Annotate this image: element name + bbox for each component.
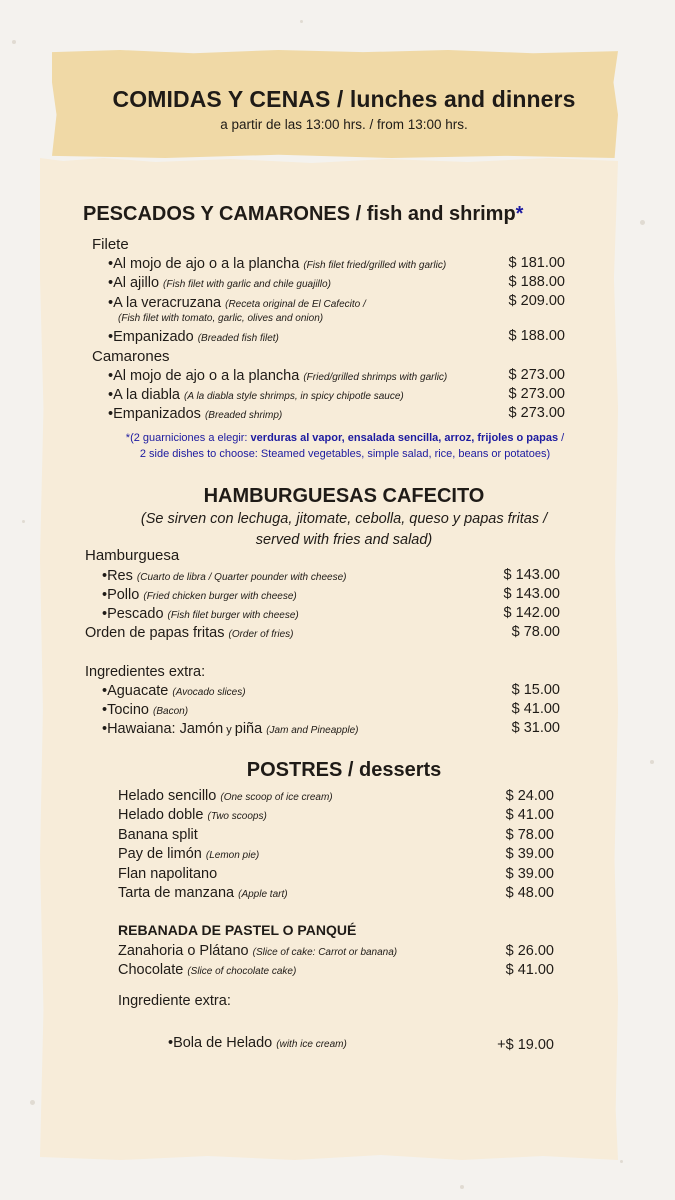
- item-price: +$ 19.00: [497, 1037, 554, 1053]
- menu-item-fries: Orden de papas fritas (Order of fries): [85, 625, 294, 641]
- menu-item: •Res (Cuarto de libra / Quarter pounder with cheese): [102, 568, 347, 584]
- extra-label: Ingrediente extra:: [118, 993, 231, 1009]
- item-price: $ 209.00: [508, 293, 565, 309]
- menu-item: •A la veracruzana (Receta original de El Cafecito /: [108, 295, 366, 311]
- background-speck: [620, 1160, 623, 1163]
- group-label-filete: Filete: [92, 236, 129, 253]
- menu-item: •Empanizados (Breaded shrimp): [108, 406, 283, 422]
- menu-item: •Pescado (Fish filet burger with cheese): [102, 606, 299, 622]
- item-price: $ 39.00: [505, 846, 554, 862]
- background-speck: [12, 40, 16, 44]
- menu-item: •Tocino (Bacon): [102, 702, 189, 718]
- item-price: $ 142.00: [503, 605, 560, 621]
- background-speck: [22, 520, 25, 523]
- background-speck: [30, 1100, 35, 1105]
- extras-label: Ingredientes extra:: [85, 664, 206, 680]
- section-title-desserts: POSTRES / desserts: [246, 759, 442, 781]
- menu-item: Pay de limón (Lemon pie): [118, 846, 260, 862]
- background-speck: [460, 1185, 464, 1189]
- item-price: $ 78.00: [505, 827, 554, 843]
- item-price: $ 41.00: [511, 701, 560, 717]
- cake-section-title: REBANADA DE PASTEL O PANQUÉ: [118, 922, 357, 938]
- menu-item: Zanahoria o Plátano (Slice of cake: Carrot or banana): [118, 943, 398, 959]
- item-note: (Fish filet with tomato, garlic, olives and onion): [118, 313, 324, 324]
- item-price: $ 41.00: [505, 807, 554, 823]
- page-subtitle: a partir de las 13:00 hrs. / from 13:00 hrs.: [220, 117, 468, 132]
- item-price: $ 48.00: [505, 885, 554, 901]
- background-speck: [300, 20, 303, 23]
- menu-item: •Pollo (Fried chicken burger with cheese): [102, 587, 297, 603]
- menu-item: Helado doble (Two scoops): [118, 807, 267, 823]
- item-price: $ 41.00: [505, 962, 554, 978]
- item-price: $ 78.00: [511, 624, 560, 640]
- menu-item: •Al mojo de ajo o a la plancha (Fried/grilled shrimps with garlic): [108, 368, 448, 384]
- item-price: $ 26.00: [505, 943, 554, 959]
- page-title: COMIDAS Y CENAS / lunches and dinners: [112, 86, 576, 112]
- menu-item: Tarta de manzana (Apple tart): [118, 885, 288, 901]
- item-price: $ 143.00: [503, 567, 560, 583]
- item-price: $ 31.00: [511, 720, 560, 736]
- menu-item: Banana split: [118, 827, 198, 843]
- menu-item: •A la diabla (A la diabla style shrimps, in spicy chipotle sauce): [108, 387, 404, 403]
- section-title-fish: PESCADOS Y CAMARONES / fish and shrimp*: [83, 203, 524, 225]
- background-speck: [640, 220, 645, 225]
- item-price: $ 273.00: [508, 405, 565, 421]
- group-label-hamburguesa: Hamburguesa: [85, 547, 180, 564]
- menu-item: •Aguacate (Avocado slices): [102, 683, 246, 699]
- group-label-camarones: Camarones: [92, 348, 170, 365]
- menu-item: •Empanizado (Breaded fish filet): [108, 329, 279, 345]
- menu-item: •Bola de Helado (with ice cream): [168, 1035, 347, 1051]
- item-price: $ 24.00: [505, 788, 554, 804]
- section-title-burgers: HAMBURGUESAS CAFECITO: [203, 485, 485, 507]
- menu-item: Chocolate (Slice of chocolate cake): [118, 962, 297, 978]
- item-price: $ 143.00: [503, 586, 560, 602]
- menu-item: •Al ajillo (Fish filet with garlic and chile guajillo): [108, 275, 331, 291]
- item-price: $ 188.00: [508, 328, 565, 344]
- item-price: $ 15.00: [511, 682, 560, 698]
- item-price: $ 181.00: [508, 255, 565, 271]
- burgers-subtitle: (Se sirven con lechuga, jitomate, cebolla, queso y papas fritas / served with fries and salad): [140, 511, 548, 548]
- sides-note: *(2 guarniciones a elegir: verduras al vapor, ensalada sencilla, arroz, frijoles o papas / 2 side dishes to choose: Steamed vegetables, simple salad, rice, beans or potatoes): [125, 432, 565, 460]
- item-price: $ 39.00: [505, 866, 554, 882]
- menu-item: Flan napolitano: [118, 866, 218, 882]
- menu-item: •Hawaiana: Jamón y piña (Jam and Pineapple): [102, 721, 359, 737]
- item-price: $ 273.00: [508, 367, 565, 383]
- item-price: $ 188.00: [508, 274, 565, 290]
- background-speck: [650, 760, 654, 764]
- menu-item: Helado sencillo (One scoop of ice cream): [118, 788, 333, 804]
- menu-item: •Al mojo de ajo o a la plancha (Fish filet fried/grilled with garlic): [108, 256, 447, 272]
- item-price: $ 273.00: [508, 386, 565, 402]
